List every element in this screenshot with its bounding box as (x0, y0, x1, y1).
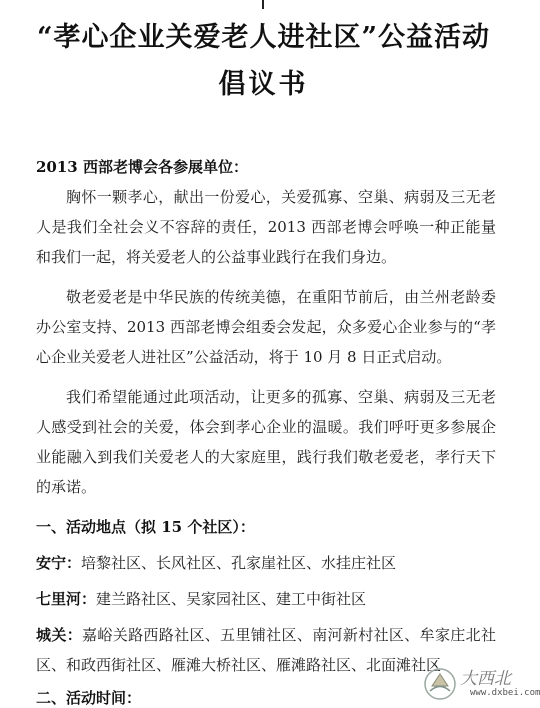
qilihe-row (36, 589, 366, 609)
document-title: “孝心企业关爱老人进社区”公益活动 (36, 22, 491, 53)
para3-line1: 我们希望能通过此项活动，让更多的孤寡、空巢、病弱及三无老 (66, 388, 496, 406)
para3-line2: 人感受到社会的关爱，体会到孝心企业的温暖。我们呼吁更多参展企 (36, 418, 496, 436)
anning-row (36, 553, 396, 573)
salutation: 2013 西部老博会各参展单位： (36, 158, 248, 176)
page-top-mark (262, 0, 264, 9)
para1-line2: 人是我们全社会义不容辞的责任，2013 西部老博会呼唤一种正能量 (36, 218, 496, 236)
chengguan-label: 城关： (36, 626, 83, 644)
anning-label: 安宁： (36, 554, 82, 572)
watermark-url: www.dxbei.com (470, 688, 540, 698)
para2-line2: 办公室支持、2013 西部老博会组委会发起，众多爱心企业参与的“孝 (36, 318, 496, 336)
qilihe-label: 七里河： (36, 590, 97, 608)
section1-heading: 一、活动地点（拟 15 个社区）： (36, 518, 255, 536)
chengguan-row (36, 625, 496, 645)
para2-line3: 心企业关爱老人进社区”公益活动，将于 10 月 8 日正式启动。 (36, 348, 452, 366)
section2-heading: 二、活动时间： (36, 689, 142, 707)
para3-line3: 业能融入到我们关爱老人的大家庭里，践行我们敬老爱老，孝行天下 (36, 448, 496, 466)
anning-list: 培黎社区、长风社区、孔家崖社区、水挂庄社区 (81, 554, 397, 572)
para1-line1: 胸怀一颗孝心，献出一份爱心，关爱孤寡、空巢、病弱及三无老 (66, 188, 496, 206)
para1-line3: 和我们一起，将关爱老人的公益事业践行在我们身边。 (36, 248, 397, 266)
qilihe-list: 建兰路社区、吴家园社区、建工中街社区 (96, 590, 367, 608)
para2-line1: 敬老爱老是中华民族的传统美德，在重阳节前后，由兰州老龄委 (66, 288, 496, 306)
chengguan-line1: 嘉峪关路西路社区、五里铺社区、南河新村社区、牟家庄北社 (82, 626, 496, 644)
chengguan-line2: 区、和政西街社区、雁滩大桥社区、雁滩路社区、北面滩社区 (36, 656, 442, 674)
document-subtitle: 倡议书 (218, 69, 309, 100)
para3-line4: 的承诺。 (36, 478, 97, 496)
watermark-logo-text: 大西北 (460, 669, 511, 689)
